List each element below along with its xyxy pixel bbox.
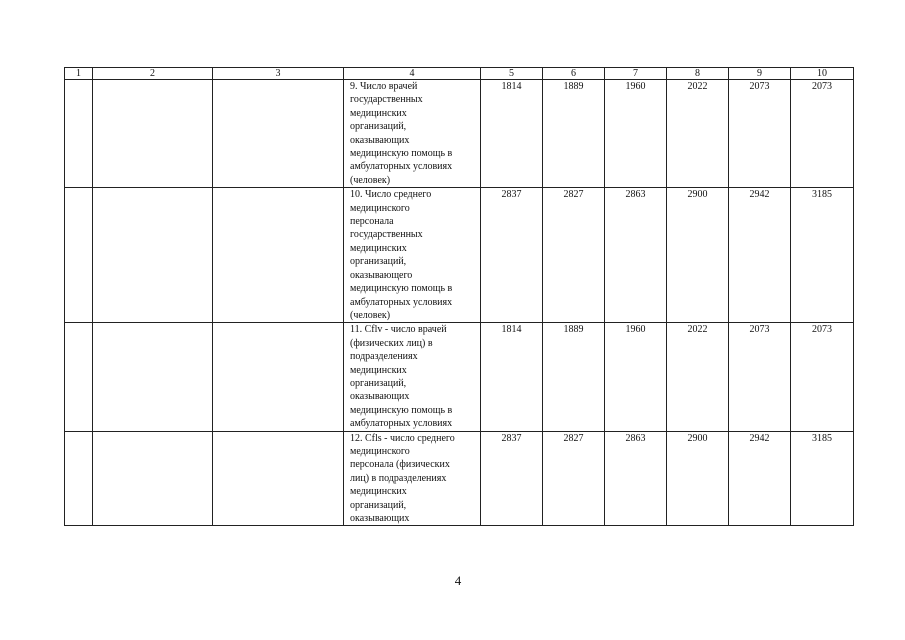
value-cell: 1960 (605, 80, 667, 188)
value-cell: 2827 (543, 188, 605, 323)
header-cell: 6 (543, 68, 605, 80)
header-cell: 1 (65, 68, 93, 80)
empty-cell (213, 80, 344, 188)
empty-cell (93, 80, 213, 188)
empty-cell (213, 323, 344, 431)
value-cell: 2073 (729, 80, 791, 188)
empty-cell (213, 431, 344, 526)
empty-cell (213, 188, 344, 323)
header-cell: 7 (605, 68, 667, 80)
header-cell: 3 (213, 68, 344, 80)
value-cell: 2837 (481, 188, 543, 323)
value-cell: 2942 (729, 188, 791, 323)
value-cell: 1814 (481, 323, 543, 431)
table-row (65, 80, 854, 188)
indicator-cell: 11. Cflv - число врачей (физических лиц) в подразделениях медицинских организаций, оказывающих медицинскую помощь в амбулаторных условиях (344, 323, 481, 431)
header-row (65, 68, 854, 80)
value-cell: 1889 (543, 323, 605, 431)
page-number: 4 (454, 573, 462, 588)
header-cell: 9 (729, 68, 791, 80)
indicator-cell: 12. Cfls - число среднего медицинского персонала (физических лиц) в подразделениях медицинских организаций, оказывающих (344, 431, 481, 526)
header-cell: 8 (667, 68, 729, 80)
value-cell: 2942 (729, 431, 791, 526)
indicator-cell: 10. Число среднего медицинского персонала государственных медицинских организаций, оказывающего медицинскую помощь в амбулаторных условиях (человек) (344, 188, 481, 323)
value-cell: 2022 (667, 323, 729, 431)
table-row (65, 431, 854, 526)
empty-cell (65, 323, 93, 431)
header-cell: 5 (481, 68, 543, 80)
table-row (65, 323, 854, 431)
header-cell: 2 (93, 68, 213, 80)
value-cell: 1960 (605, 323, 667, 431)
table-row (65, 188, 854, 323)
empty-cell (65, 80, 93, 188)
value-cell: 1889 (543, 80, 605, 188)
value-cell: 2863 (605, 188, 667, 323)
value-cell: 2827 (543, 431, 605, 526)
value-cell: 2022 (667, 80, 729, 188)
empty-cell (65, 431, 93, 526)
value-cell: 1814 (481, 80, 543, 188)
value-cell: 2837 (481, 431, 543, 526)
value-cell: 2863 (605, 431, 667, 526)
value-cell: 2900 (667, 188, 729, 323)
value-cell: 2073 (791, 80, 854, 188)
header-cell: 10 (791, 68, 854, 80)
value-cell: 2900 (667, 431, 729, 526)
empty-cell (93, 188, 213, 323)
header-cell: 4 (344, 68, 481, 80)
indicators-table (64, 67, 854, 526)
value-cell: 2073 (791, 323, 854, 431)
value-cell: 3185 (791, 188, 854, 323)
empty-cell (93, 323, 213, 431)
empty-cell (93, 431, 213, 526)
empty-cell (65, 188, 93, 323)
value-cell: 2073 (729, 323, 791, 431)
value-cell: 3185 (791, 431, 854, 526)
indicator-cell: 9. Число врачей государственных медицинских организаций, оказывающих медицинскую помощь в амбулаторных условиях (человек) (344, 80, 481, 188)
